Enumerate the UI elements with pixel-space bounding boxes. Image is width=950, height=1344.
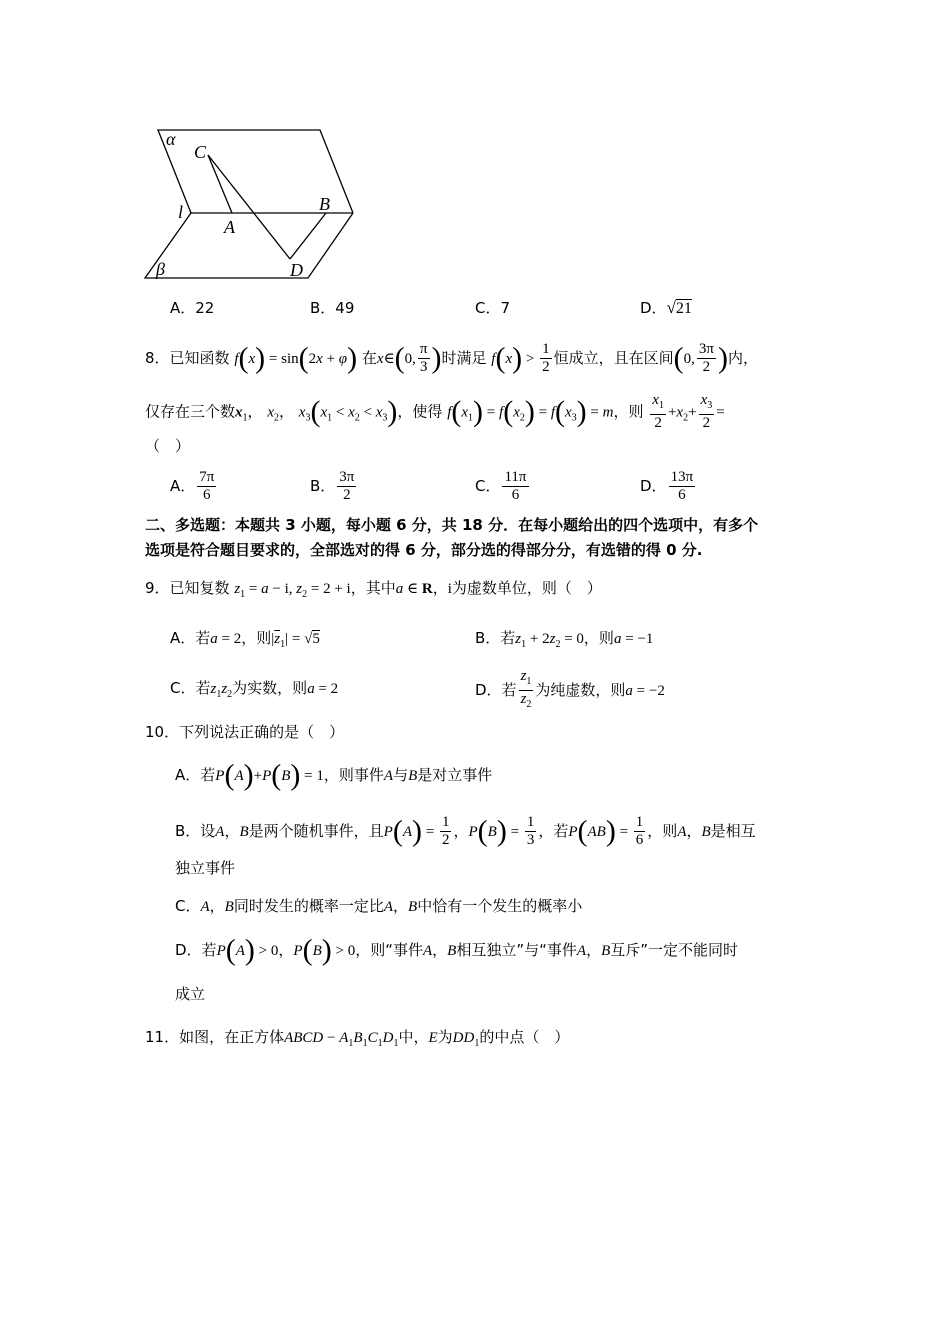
q7-option-a[interactable]: A．22 (170, 299, 215, 317)
q10-option-d-cont: 成立 (175, 985, 206, 1003)
q7-option-b[interactable]: B．49 (310, 299, 355, 317)
plane-beta-outline (145, 213, 353, 278)
q11-stem: 11．如图，在正方体ABCD − $A_1B_1C_1D_1$中，E为$DD_1$的中点（ ） (145, 1028, 570, 1049)
label-beta: β (156, 259, 165, 279)
label-l: l (178, 202, 184, 222)
q9-option-a[interactable]: A．若a = 2，则$|\overline{z}_1| = √5$ (170, 629, 320, 650)
q7-option-c[interactable]: C．7 (475, 299, 511, 317)
q9-option-c[interactable]: C．若$z_1z_2$为实数，则a = 2 (170, 679, 339, 700)
q9-option-d[interactable]: D．若 $\frac{z_1}{z_2}$ 为纯虚数，则a = −2 (475, 668, 665, 710)
q10-option-b[interactable]: B．设A，B是两个随机事件，且P(A) = $\frac{1}{2}$ ，P(B) = $\frac{1}{3}$ ，若P(AB) = $\frac{1}{6}$ ，则A，B是相互 (175, 814, 756, 848)
q8-option-a[interactable]: A． $\frac{7\pi}{6}$ (170, 469, 215, 503)
label-A: A (224, 217, 235, 237)
section2-title-line2: 选项是符合题目要求的，全部选对的得 6 分，部分选的得部分分，有选错的得 0 分. (145, 541, 703, 559)
label-alpha: α (166, 129, 176, 149)
q8-option-d[interactable]: D． $\frac{13\pi}{6}$ (640, 469, 694, 503)
q10-stem: 10．下列说法正确的是（ ） (145, 723, 345, 741)
label-D: D (290, 260, 303, 280)
q10-option-c[interactable]: C．A，B同时发生的概率一定比A，B中恰有一个发生的概率小 (175, 897, 583, 915)
q8-answer-paren: （ ） (145, 437, 191, 455)
q9-option-b[interactable]: B．若$z_1 + 2z_2 = 0$，则a = −1 (475, 629, 654, 650)
q8-option-c[interactable]: C． $\frac{11\pi}{6}$ (475, 469, 527, 503)
dihedral-figure (140, 120, 370, 285)
q10-option-d[interactable]: D．若P(A) > 0，P(B) > 0，则“事件A，B相互独立”与“事件A，B互斥”一定不能同时 (175, 933, 739, 967)
q7-option-d[interactable]: D．√21 (640, 298, 692, 317)
q9-stem: 9．已知复数 $z_1 = a - i$, $z_2 = 2 + i$，其中a ∈ R，i为虚数单位，则（ ） (145, 579, 602, 600)
q7-d-radicand: 21 (675, 300, 692, 317)
label-B: B (319, 194, 330, 214)
label-C: C (194, 142, 207, 162)
q8-line-1: 8．已知函数 f(x) = sin(2x + φ) 在x∈(0, $\frac{\pi}{3}$ )时满足 f(x) > $\frac{1}{2}$ 恒成立，且在区间(0, $\frac{3\pi}{2}$ )内， (145, 341, 758, 375)
q8-line-2: 仅存在三个数$x_1$， $x_2$， $x_3(x_1 < x_2 < x_3)$，使得 $f(x_1) = f(x_2) = f(x_3) = m$，则 $\frac{x_1}{2}$ $+x_2+$ $\frac{x_3}{2}$ = (145, 392, 725, 431)
segment-CD (208, 155, 290, 259)
q10-option-b-cont: 独立事件 (175, 859, 236, 877)
q8-option-b[interactable]: B． $\frac{3\pi}{2}$ (310, 469, 355, 503)
segment-CA (208, 155, 232, 213)
section2-title-line1: 二、多选题：本题共 3 小题，每小题 6 分，共 18 分．在每小题给出的四个选项中，有多个 (145, 516, 759, 534)
q10-option-a[interactable]: A．若P(A)+P(B) = 1，则事件A与B是对立事件 (175, 758, 493, 792)
segment-BD (290, 213, 326, 259)
